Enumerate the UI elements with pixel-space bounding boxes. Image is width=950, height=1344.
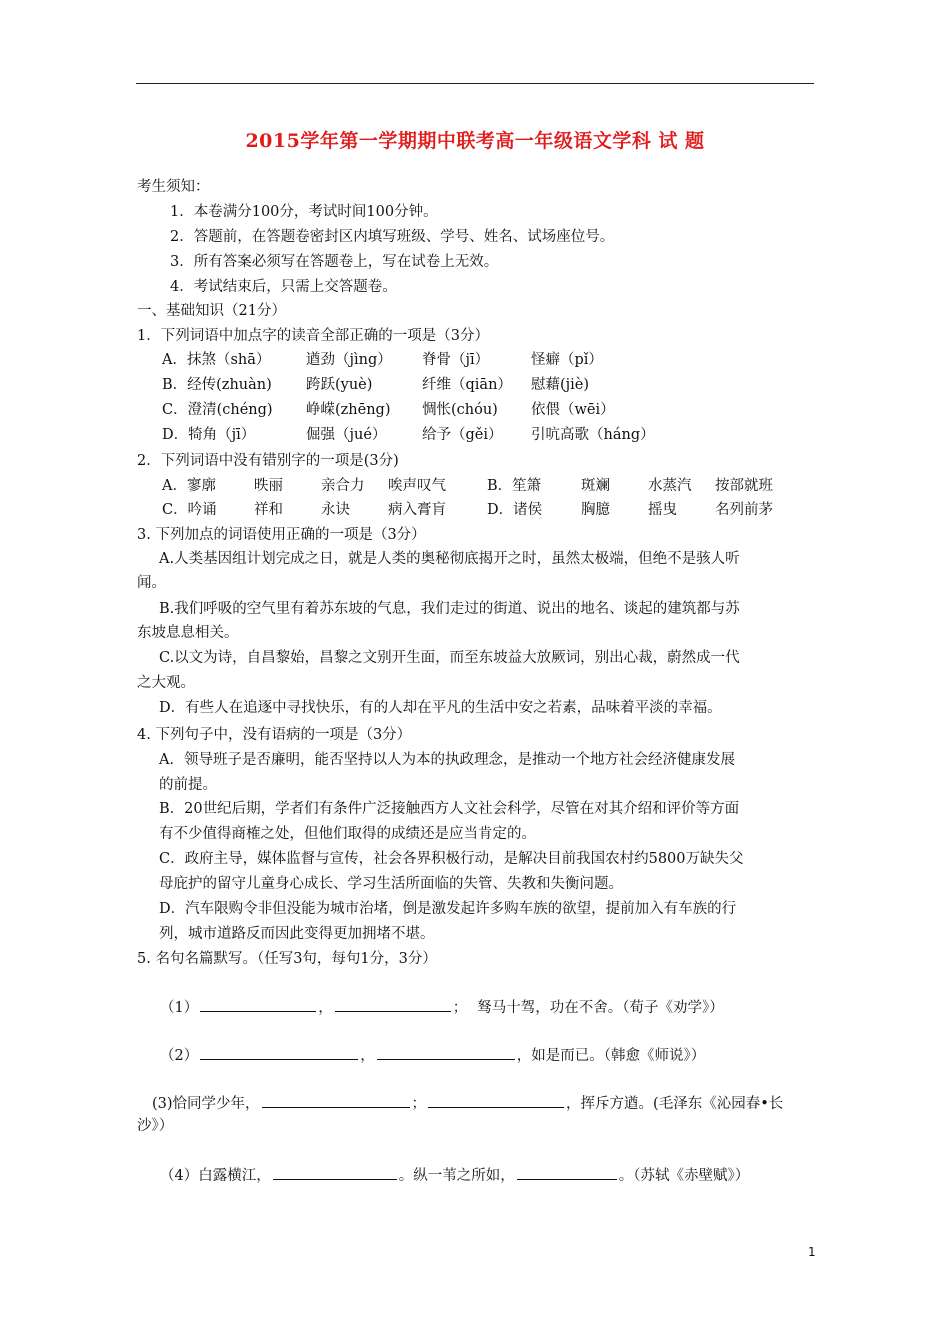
option-cell: 祥和 bbox=[254, 502, 283, 518]
question-stem: 5. 名句名篇默写。（任写3句，每句1分，3分） bbox=[137, 951, 437, 967]
option-cell: 峥嵘(zhēng) bbox=[306, 402, 391, 418]
option-cell: 昳丽 bbox=[254, 478, 283, 494]
answer-blank[interactable] bbox=[262, 1093, 410, 1108]
passage-line: D．有些人在追逐中寻找快乐，有的人却在平凡的生活中安之若素，品味着平淡的幸福。 bbox=[159, 700, 722, 716]
passage-line: 有不少值得商榷之处，但他们取得的成绩还是应当肯定的。 bbox=[159, 826, 536, 842]
option-cell: D．诸侯 bbox=[487, 502, 543, 518]
option-cell: D．犄角（jī） bbox=[162, 427, 256, 443]
option-cell: 亲合力 bbox=[321, 478, 365, 494]
option-cell: 水蒸汽 bbox=[648, 478, 692, 494]
option-cell: 跨跃(yuè) bbox=[306, 377, 373, 393]
passage-line: C．政府主导，媒体监督与宣传，社会各界积极行动，是解决目前我国农村约5800万缺失父 bbox=[159, 851, 744, 867]
section-heading: 一、基础知识（21分） bbox=[137, 303, 286, 319]
option-cell: B．笙箫 bbox=[487, 478, 542, 494]
answer-blank[interactable] bbox=[200, 1045, 358, 1060]
passage-line: 列，城市道路反而因此变得更加拥堵不堪。 bbox=[159, 926, 435, 942]
option-cell: 纤维（qiān） bbox=[422, 377, 512, 393]
option-cell: 慰藉(jiè) bbox=[531, 377, 590, 393]
question-stem: 1．下列词语中加点字的读音全部正确的一项是（3分） bbox=[137, 328, 489, 344]
recitation-item-4: （4）白露横江， 。纵一苇之所如， 。（苏轼《赤壁赋》） bbox=[160, 1165, 749, 1185]
option-cell: 永诀 bbox=[321, 502, 350, 518]
passage-line: A．领导班子是否廉明，能否坚持以人为本的执政理念，是推动一个地方社会经济健康发展 bbox=[159, 752, 735, 768]
notice-item: 3．所有答案必须写在答题卷上，写在试卷上无效。 bbox=[170, 254, 499, 270]
option-cell: B．经传(zhuàn) bbox=[162, 377, 272, 393]
answer-blank[interactable] bbox=[428, 1093, 564, 1108]
option-cell: A．抹煞（shā） bbox=[162, 352, 271, 368]
answer-blank[interactable] bbox=[517, 1165, 617, 1180]
passage-line: B．20世纪后期，学者们有条件广泛接触西方人文社会科学，尽管在对其介绍和评价等方面 bbox=[159, 801, 740, 817]
option-cell: 摇曳 bbox=[648, 502, 677, 518]
option-cell: 名列前茅 bbox=[715, 502, 773, 518]
notice-item: 1．本卷满分100分，考试时间100分钟。 bbox=[170, 204, 438, 220]
recitation-item-2: （2） ， ，如是而已。（韩愈《师说》） bbox=[160, 1045, 705, 1065]
passage-line: 闻。 bbox=[137, 575, 166, 591]
option-cell: C．澄清(chéng) bbox=[162, 402, 273, 418]
answer-blank[interactable] bbox=[335, 997, 451, 1012]
option-cell: 唉声叹气 bbox=[388, 478, 446, 494]
answer-blank[interactable] bbox=[273, 1165, 397, 1180]
recitation-item-1: （1） ， ； 驽马十驾，功在不舍。（荀子《劝学》） bbox=[160, 997, 724, 1017]
option-cell: 怪癖（pǐ） bbox=[531, 352, 603, 368]
notice-heading: 考生须知： bbox=[137, 179, 210, 195]
answer-blank[interactable] bbox=[200, 997, 316, 1012]
option-cell: 倔强（jué） bbox=[306, 427, 387, 443]
option-cell: 胸臆 bbox=[581, 502, 610, 518]
passage-line: 的前提。 bbox=[159, 777, 217, 793]
page-title: 2015学年第一学期期中联考高一年级语文学科 试 题 bbox=[245, 130, 705, 152]
recitation-item-3: (3)恰同学少年， ； ，挥斥方遒。(毛泽东《沁园春•长 bbox=[152, 1093, 783, 1113]
option-cell: 按部就班 bbox=[715, 478, 773, 494]
recitation-item-3-cont: 沙》） bbox=[137, 1118, 174, 1134]
option-cell: C．吟诵 bbox=[162, 502, 217, 518]
option-cell: 依偎（wēi） bbox=[531, 402, 615, 418]
option-cell: 斑斓 bbox=[581, 478, 610, 494]
option-cell: A．寥廓 bbox=[162, 478, 216, 494]
option-cell: 惆怅(chóu) bbox=[422, 402, 498, 418]
option-cell: 引吭高歌（háng） bbox=[531, 427, 655, 443]
passage-line: D．汽车限购令非但没能为城市治堵，倒是激发起许多购车族的欲望，提前加入有车族的行 bbox=[159, 901, 737, 917]
page-number: 1 bbox=[808, 1245, 816, 1259]
passage-line: 母庇护的留守儿童身心成长、学习生活所面临的失管、失教和失衡问题。 bbox=[159, 876, 623, 892]
passage-line: C.以文为诗，自昌黎始，昌黎之文别开生面，而至东坡益大放厥词，别出心裁，蔚然成一代 bbox=[159, 650, 740, 666]
option-cell: 脊骨（jī） bbox=[422, 352, 490, 368]
header-rule bbox=[136, 83, 814, 84]
option-cell: 给予（gěi） bbox=[422, 427, 503, 443]
option-cell: 遒劲（jìng） bbox=[306, 352, 392, 368]
option-cell: 病入膏肓 bbox=[388, 502, 446, 518]
question-stem: 4. 下列句子中，没有语病的一项是（3分） bbox=[137, 727, 412, 743]
passage-line: A.人类基因组计划完成之日，就是人类的奥秘彻底揭开之时，虽然太极端，但绝不是骇人听 bbox=[159, 551, 740, 567]
notice-item: 4．考试结束后，只需上交答题卷。 bbox=[170, 279, 397, 295]
passage-line: 东坡息息相关。 bbox=[137, 625, 239, 641]
notice-item: 2．答题前，在答题卷密封区内填写班级、学号、姓名、试场座位号。 bbox=[170, 229, 615, 245]
answer-blank[interactable] bbox=[377, 1045, 515, 1060]
passage-line: B.我们呼吸的空气里有着苏东坡的气息，我们走过的街道、说出的地名、谈起的建筑都与苏 bbox=[159, 601, 740, 617]
passage-line: 之大观。 bbox=[137, 675, 195, 691]
question-stem: 2．下列词语中没有错别字的一项是(3分) bbox=[137, 453, 399, 469]
question-stem: 3. 下列加点的词语使用正确的一项是（3分） bbox=[137, 527, 426, 543]
